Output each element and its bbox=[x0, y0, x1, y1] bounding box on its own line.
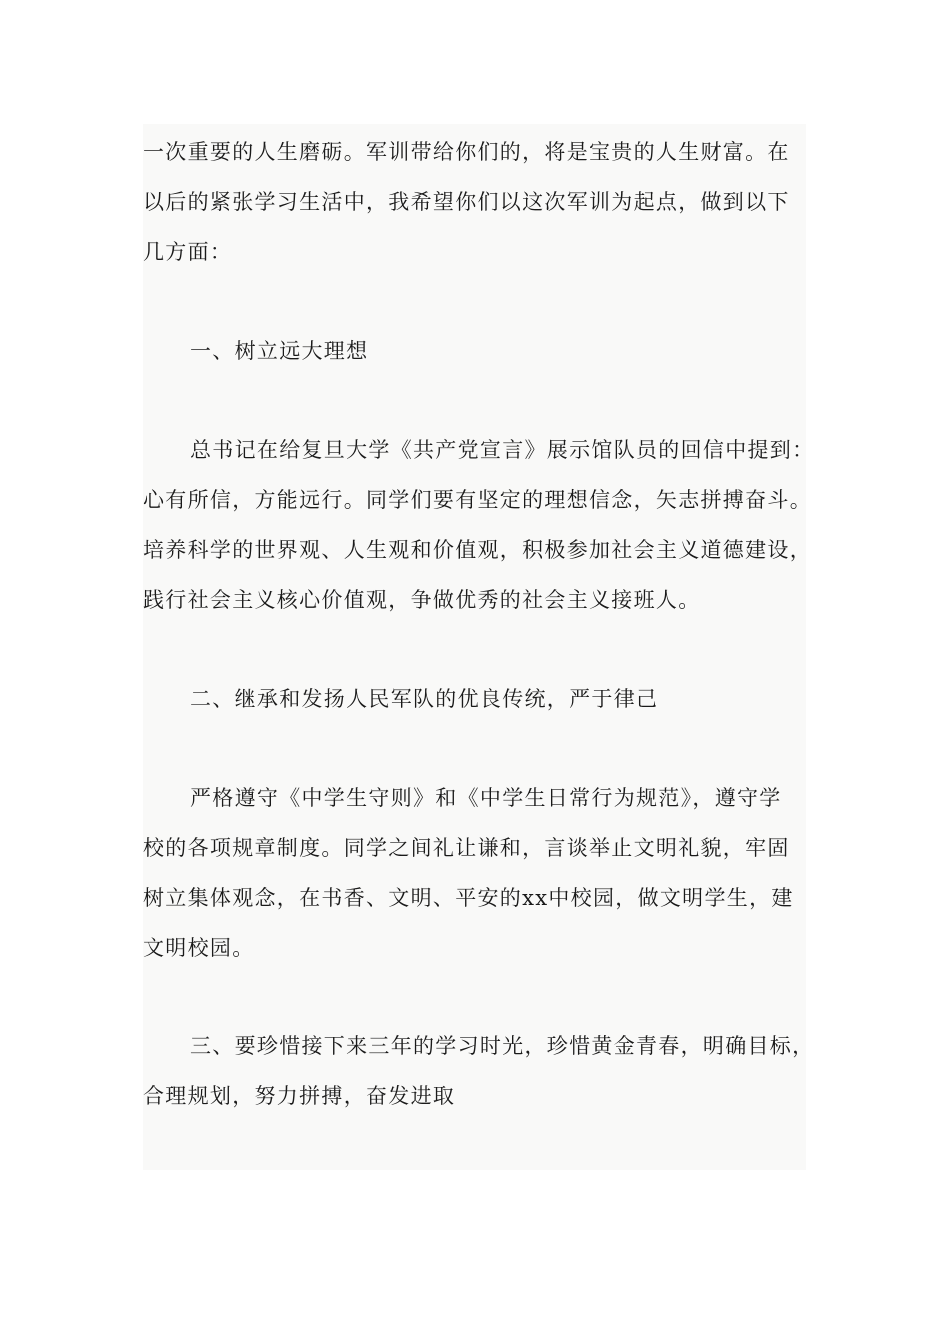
section-heading-3-continued: 合理规划，努力拼搏，奋发进取 bbox=[143, 1084, 456, 1108]
paragraph-line: 总书记在给复旦大学《共产党宣言》展示馆队员的回信中提到： bbox=[190, 438, 815, 462]
paragraph-line: 树立集体观念，在书香、文明、平安的xx中校园，做文明学生，建 bbox=[143, 886, 794, 910]
paragraph-line: 严格遵守《中学生守则》和《中学生日常行为规范》，遵守学 bbox=[190, 786, 782, 810]
paragraph-line: 培养科学的世界观、人生观和价值观，积极参加社会主义道德建设， bbox=[143, 538, 812, 562]
paragraph-line: 践行社会主义核心价值观，争做优秀的社会主义接班人。 bbox=[143, 588, 701, 612]
paragraph-line: 以后的紧张学习生活中，我希望你们以这次军训为起点，做到以下 bbox=[143, 190, 790, 214]
paragraph-line: 心有所信，方能远行。同学们要有坚定的理想信念，矢志拼搏奋斗。 bbox=[143, 488, 812, 512]
document-page bbox=[143, 124, 815, 1170]
paragraph-line: 校的各项规章制度。同学之间礼让谦和，言谈举止文明礼貌，牢固 bbox=[143, 836, 790, 860]
section-heading-1: 一、树立远大理想 bbox=[190, 339, 369, 363]
paragraph-line: 文明校园。 bbox=[143, 936, 255, 960]
paragraph-line: 一次重要的人生磨砺。军训带给你们的，将是宝贵的人生财富。在 bbox=[143, 140, 790, 164]
paragraph-line: 几方面： bbox=[143, 240, 233, 264]
section-heading-2: 二、继承和发扬人民军队的优良传统，严于律己 bbox=[190, 687, 659, 711]
section-heading-3: 三、要珍惜接下来三年的学习时光，珍惜黄金青春，明确目标， bbox=[190, 1034, 815, 1058]
